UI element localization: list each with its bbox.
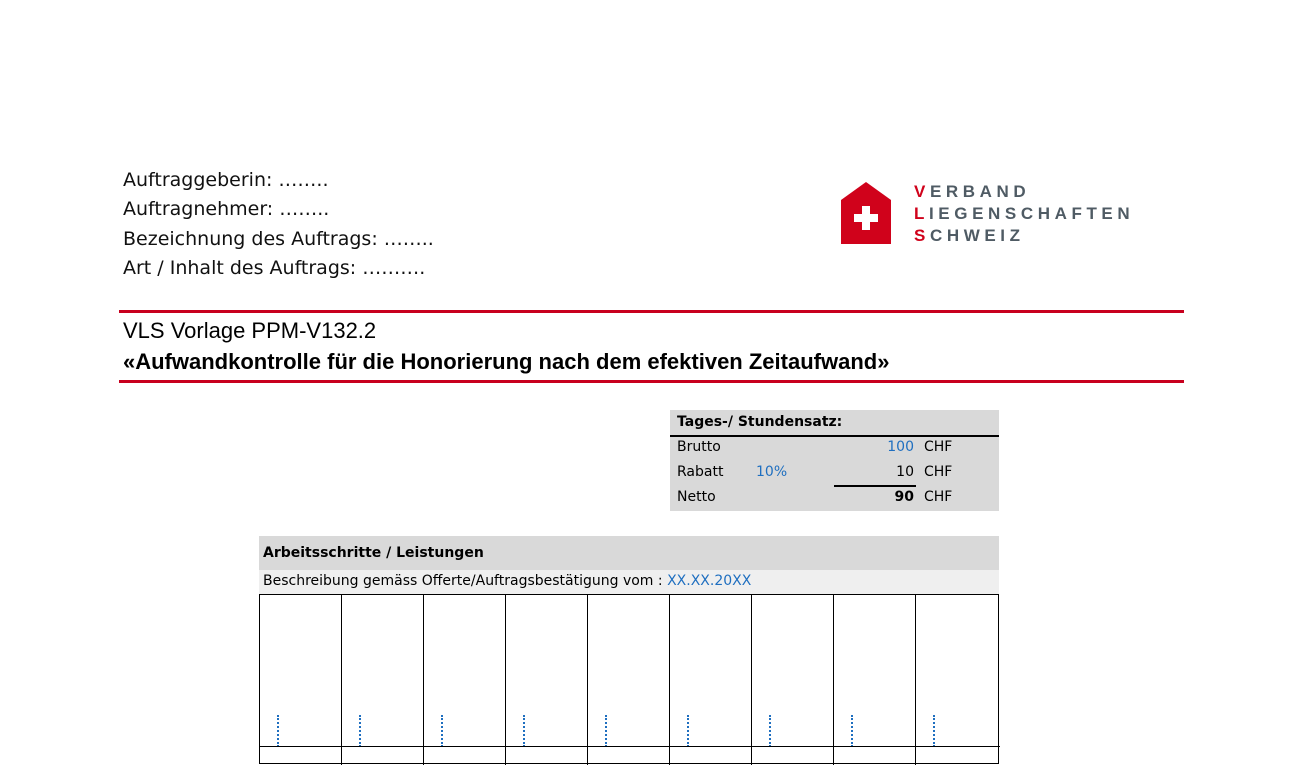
auftragnehmer-line: Auftragnehmer: ……..: [123, 198, 330, 220]
bezeichnung-line: Bezeichnung des Auftrags: ……..: [123, 228, 434, 250]
rate-currency-brutto: CHF: [924, 439, 953, 455]
column-dotted-marker: [605, 715, 607, 747]
rate-box: [670, 410, 999, 511]
logo-line-liegenschaften: [914, 204, 1134, 224]
work-column-5[interactable]: [588, 595, 670, 765]
rate-sum-rule: [834, 485, 916, 487]
logo-initial-l: L: [914, 204, 929, 223]
logo-initial-s: S: [914, 226, 930, 245]
work-grid-row-divider: [260, 746, 1000, 747]
work-description: [263, 573, 751, 589]
column-dotted-marker: [687, 715, 689, 747]
column-dotted-marker: [441, 715, 443, 747]
work-column-9[interactable]: [916, 595, 998, 765]
rate-label-rabatt: Rabatt: [677, 464, 724, 480]
column-dotted-marker: [769, 715, 771, 747]
document-title: «Aufwandkontrolle für die Honorierung nach dem efektiven Zeitaufwand»: [123, 349, 890, 374]
work-heading-bar: [259, 536, 999, 570]
logo-rest-verband: ERBAND: [929, 182, 1031, 201]
title-rule-top: [119, 310, 1184, 313]
logo-rest-liegenschaften: IEGENSCHAFTEN: [928, 204, 1135, 223]
work-column-4[interactable]: [506, 595, 588, 765]
rate-label-netto: Netto: [677, 489, 716, 505]
column-dotted-marker: [277, 715, 279, 747]
rate-percent-rabatt[interactable]: 10%: [756, 464, 788, 480]
art-inhalt-line: Art / Inhalt des Auftrags: ……….: [123, 257, 426, 279]
work-column-8[interactable]: [834, 595, 916, 765]
rate-value-netto: 90: [894, 489, 914, 505]
work-column-7[interactable]: [752, 595, 834, 765]
rate-heading-rule: [670, 435, 999, 437]
work-grid: [259, 594, 999, 764]
work-description-bar: [259, 570, 999, 594]
column-dotted-marker: [359, 715, 361, 747]
logo-initial-v: V: [914, 182, 930, 201]
rate-currency-rabatt: CHF: [924, 464, 953, 480]
column-dotted-marker: [933, 715, 935, 747]
work-description-label: Beschreibung gemäss Offerte/Auftragsbestätigung vom :: [263, 573, 668, 589]
work-column-3[interactable]: [424, 595, 506, 765]
rate-currency-netto: CHF: [924, 489, 953, 505]
rate-heading: Tages-/ Stundensatz:: [677, 414, 843, 430]
logo-line-verband: [914, 182, 1030, 202]
rate-value-rabatt: 10: [896, 464, 914, 480]
rate-label-brutto: Brutto: [677, 439, 721, 455]
logo-line-schweiz: [914, 226, 1025, 246]
column-dotted-marker: [523, 715, 525, 747]
work-column-6[interactable]: [670, 595, 752, 765]
work-column-2[interactable]: [342, 595, 424, 765]
work-heading: Arbeitsschritte / Leistungen: [263, 545, 484, 561]
rate-value-brutto[interactable]: 100: [887, 439, 914, 455]
document-subtitle: VLS Vorlage PPM-V132.2: [123, 318, 377, 343]
auftraggeberin-line: Auftraggeberin: ……..: [123, 169, 329, 191]
swiss-cross-house-icon: [841, 182, 891, 244]
title-rule-bottom: [119, 380, 1184, 383]
column-dotted-marker: [851, 715, 853, 747]
logo-rest-schweiz: CHWEIZ: [929, 226, 1025, 245]
work-description-date[interactable]: XX.XX.20XX: [667, 573, 752, 589]
work-column-1[interactable]: [260, 595, 342, 765]
